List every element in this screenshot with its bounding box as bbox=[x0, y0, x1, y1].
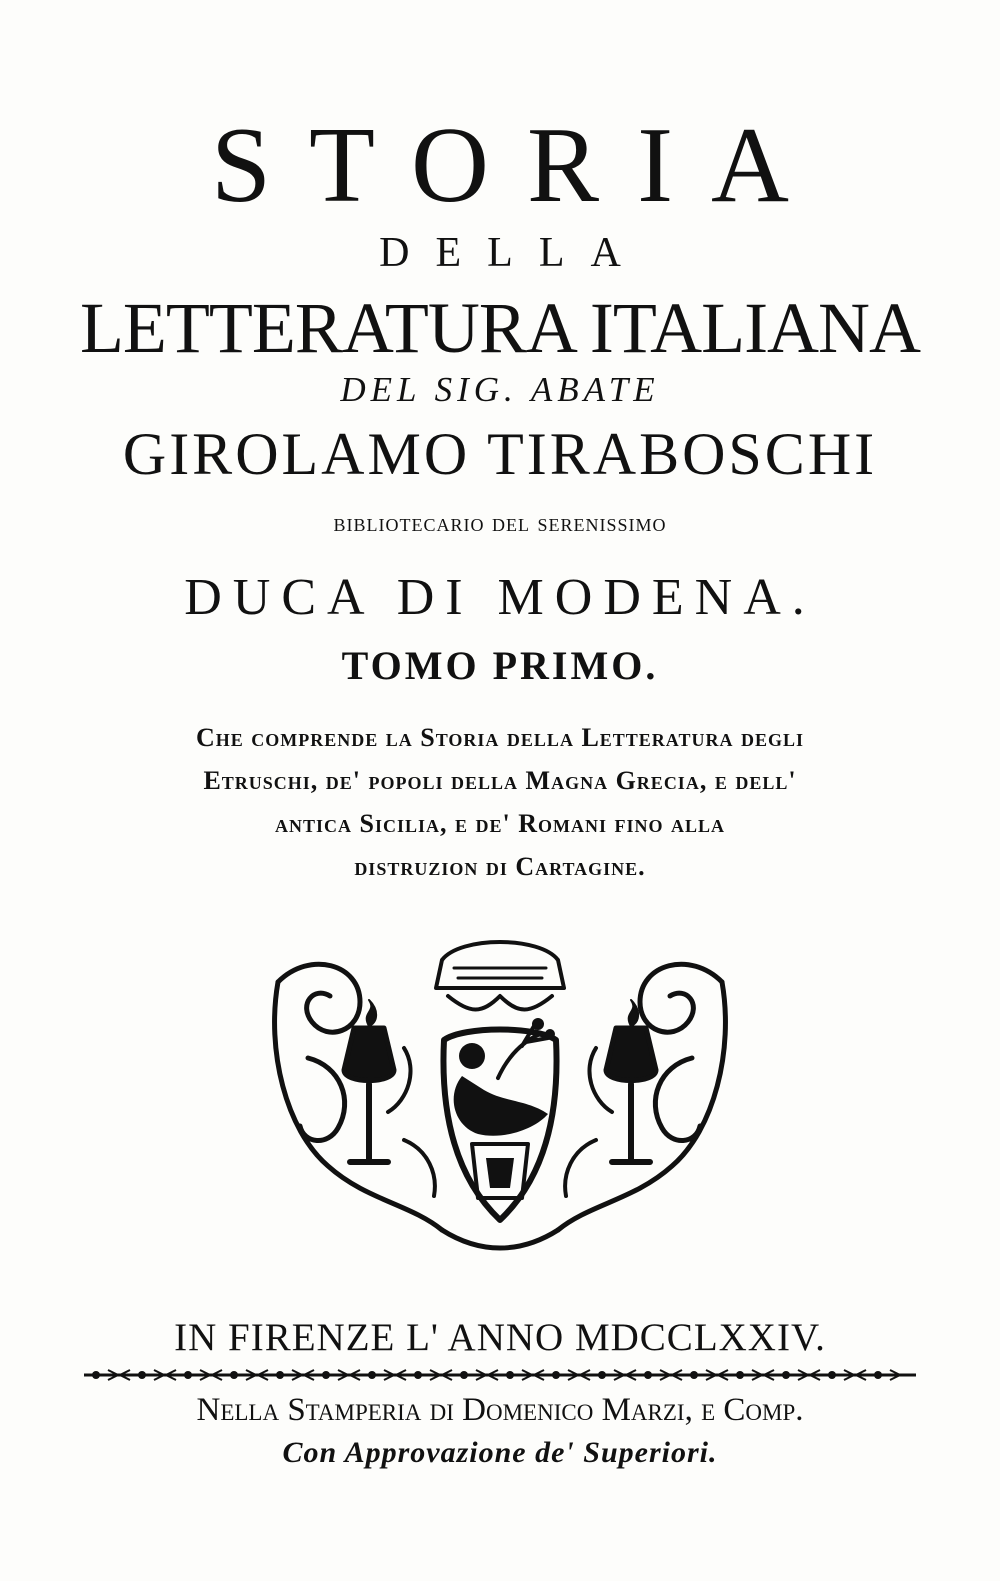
book-subject: LETTERATURA ITALIANA bbox=[79, 288, 921, 368]
approval-note: Con Approvazione de' Superiori. bbox=[282, 1436, 718, 1469]
author-prefix: DEL SIG. ABATE bbox=[340, 370, 660, 409]
printers-ornament-rule-icon bbox=[84, 1366, 916, 1384]
author-duchy: DUCA DI MODENA. bbox=[184, 569, 816, 626]
volume-contents bbox=[100, 716, 900, 888]
title-connector: DELLA bbox=[379, 230, 647, 276]
author-office: bibliotecario del serenissimo bbox=[333, 508, 667, 537]
contents-line: antica Sicilia, e de' Romani fino alla bbox=[275, 809, 725, 838]
imprint-place-year: IN FIRENZE L' ANNO MDCCLXXIV. bbox=[174, 1316, 826, 1359]
contents-line: distruzion di Cartagine. bbox=[354, 852, 646, 881]
author-name: GIROLAMO TIRABOSCHI bbox=[122, 421, 878, 487]
contents-line: Che comprende la Storia della Letteratura degli bbox=[196, 723, 804, 752]
cartouche-ornament-icon bbox=[258, 930, 742, 1258]
volume-number: TOMO PRIMO. bbox=[341, 643, 659, 688]
book-title: STORIA bbox=[210, 106, 828, 225]
contents-line: Etruschi, de' popoli della Magna Grecia, e dell' bbox=[203, 766, 797, 795]
printer-imprint: Nella Stamperia di Domenico Marzi, e Comp. bbox=[196, 1392, 804, 1428]
